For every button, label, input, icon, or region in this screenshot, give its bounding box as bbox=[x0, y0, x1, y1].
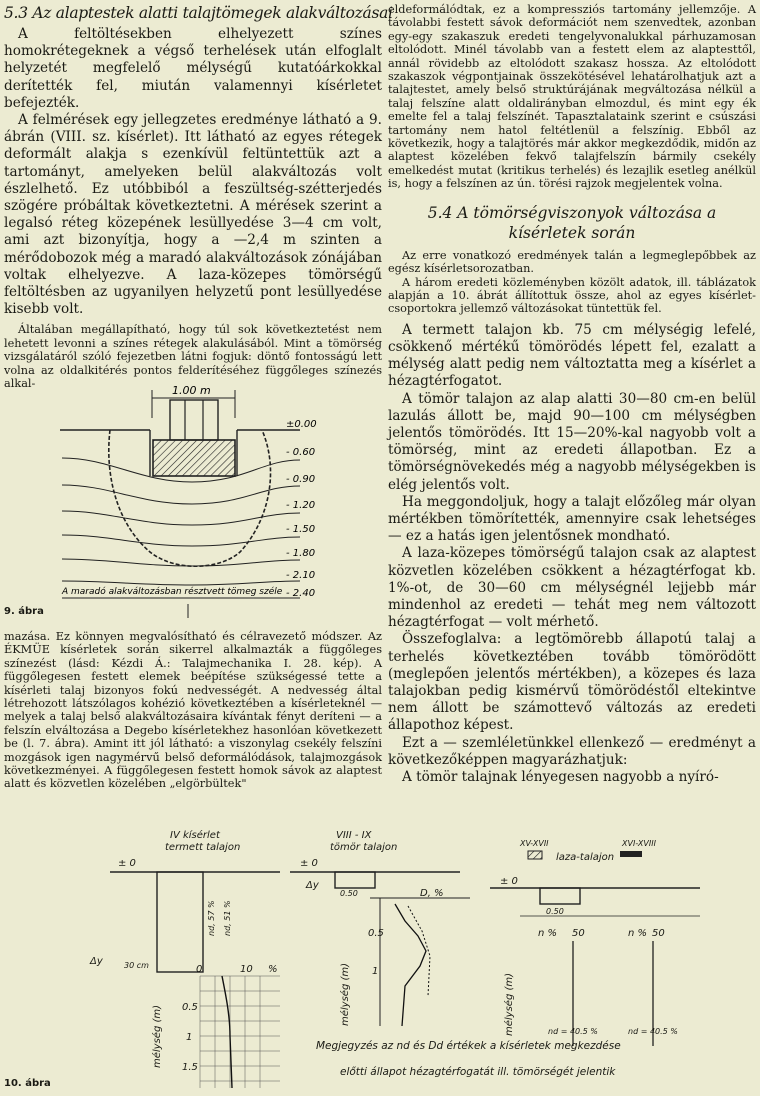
pct-label: % bbox=[268, 964, 278, 975]
paragraph: Az erre vonatkozó eredmények talán a legmeglepőbbek az egész kísérletsorozatban. bbox=[388, 248, 756, 276]
tick-label: 1.5 bbox=[182, 1062, 198, 1073]
dy-value: 0.50 bbox=[340, 889, 358, 898]
width-label: 1.00 m bbox=[172, 384, 211, 397]
level-label: - 1.20 bbox=[286, 500, 316, 511]
panel-title: termett talajon bbox=[165, 842, 241, 853]
paragraph: A tömör talajnak lényegesen nagyobb a nyíró- bbox=[402, 769, 719, 785]
deformed-layers bbox=[62, 458, 300, 598]
level-label: - 2.40 bbox=[286, 588, 316, 599]
dy-label: Δy bbox=[306, 880, 319, 891]
pct-label: 10 bbox=[240, 964, 253, 975]
tick-label: 1 bbox=[372, 966, 379, 977]
left-column-lower bbox=[4, 630, 382, 791]
legend-label: XV-XVII bbox=[520, 839, 549, 848]
val-label: 50 bbox=[652, 928, 665, 939]
grid bbox=[200, 976, 280, 1088]
paragraph: A három eredeti közleményben közölt adatok, ill. táblázatok alapján a 10. ábrát állítottuk össze, ahol az egyes kísérlet-csoportokra jellemző változásokat tüntettük fel. bbox=[388, 275, 756, 316]
level-label: - 0.90 bbox=[286, 474, 316, 485]
paragraph: Ha meggondoljuk, hogy a talajt előzőleg már olyan mértékben tömörítették, amennyire csak lehetséges — ez a hatás igen jelentősnek mondható. bbox=[388, 493, 756, 545]
figure-9 bbox=[0, 382, 382, 622]
paragraph: A termett talajon kb. 75 cm mélységig lefelé, csökkenő mértékű tömörödés lépett fel, ezalatt a mélység alatt pedig nem változtatta meg a kísérlet a hézagtérfogatot. bbox=[388, 321, 756, 390]
pct-label: 0 bbox=[196, 964, 203, 975]
level-label: - 1.50 bbox=[286, 524, 316, 535]
paragraph: Összefoglalva: a legtömörebb állapotú talaj a terhelés következtében tovább tömörödött (meglepően jelentős mértékben), a közepes és laza talajokban pedig kismérvű tömörödéstől eltekintve nem állott be számottevő változás az eredeti állapothoz képest. bbox=[388, 631, 756, 734]
panel-title: tömör talajon bbox=[330, 842, 398, 853]
zero-label: ± 0 bbox=[118, 858, 136, 869]
level-label: - 0.60 bbox=[286, 447, 316, 458]
curve bbox=[395, 904, 426, 1026]
paragraph: A tömör talajon az alap alatti 30—80 cm-en belül lazulás állott be, majd 90—100 cm mélységben jelentős tömörödés. Itt 15—20%-kal nagyobb volt a tömörség, mint az eredeti állapotban. Ez a tömörségnövekedés még a nagyobb mélységekben is elég jelentős volt. bbox=[388, 390, 756, 493]
depth-axis-label: mélység (m) bbox=[152, 1004, 163, 1068]
tick-label: 0.5 bbox=[182, 1002, 198, 1013]
tick-label: 1 bbox=[186, 1032, 193, 1043]
d-label: D, % bbox=[420, 888, 444, 899]
level-label: ±0.00 bbox=[286, 419, 317, 430]
panel-title: VIII - IX bbox=[336, 830, 372, 841]
n-label: n % bbox=[628, 928, 648, 939]
dy-value: 0.50 bbox=[546, 907, 564, 916]
panel-title: laza-talajon bbox=[556, 852, 615, 863]
dy-value: 30 cm bbox=[124, 961, 149, 970]
nd-value: nd = 40.5 % bbox=[548, 1027, 598, 1036]
section-heading-5-3: 5.3 Az alaptestek alatti talajtömegek alakváltozásai bbox=[4, 4, 393, 22]
nd-value: nd = 40.5 % bbox=[628, 1027, 678, 1036]
paragraph: eldeformálódtak, ez a kompressziós tartomány jellemzője. A távolabbi festett sávok deformációt nem szenvedtek, azonban egy-egy szakaszuk eredeti tengelyvonalukkal párhuzamosan eltolódott. Minél távolabb van a festett elem az alaptesttől, annál rövidebb az eltolódott szakasz hossza. Az eltolódott szakaszok végpontjainak összekötésével lehatárolhatjuk azt a talajtestet, amely belső struktúrájának megváltozása nélkül a talaj felszíne alatt oldalirányban elmozdul, és mint egy ék emelte fel a talaj felszínét. Tapasztalataink szerint e csúszási tartomány nem hatol feltétlenül a felszínig. Ebből az következik, hogy a talajtörés már akkor megkezdődik, midőn az alaptest közelében fekvő talajfelszín bármily csekély emelkedést mutat (kritikus terhelés) és lezajlik esetleg anélkül is, hogy a felszínen az ún. törési rajzok megjelentek volna. bbox=[388, 3, 756, 191]
tick-label: 0.5 bbox=[368, 928, 384, 939]
legend-label: XVI-XVIII bbox=[622, 839, 656, 848]
figure-9-caption: 9. ábra bbox=[4, 606, 44, 617]
level-label: - 2.10 bbox=[286, 570, 316, 581]
figure-10-caption: 10. ábra bbox=[4, 1078, 51, 1089]
right-column bbox=[388, 0, 756, 786]
n-label: n % bbox=[538, 928, 558, 939]
section-heading-5-4: 5.4 A tömörségviszonyok változása a kísérletek során bbox=[427, 203, 717, 242]
foundation-block bbox=[153, 440, 235, 476]
figure-10-note: Megjegyzés az nd és Dd értékek a kísérletek megkezdése bbox=[316, 1040, 621, 1052]
zero-label: ± 0 bbox=[500, 876, 518, 887]
loading-frame bbox=[170, 400, 218, 440]
paragraph: A felmérések egy jellegzetes eredménye látható a 9. ábrán (VIII. sz. kísérlet). Itt látható az egyes rétegek deformált alakja s ezenkívül feltüntettük azt a tartományt, amelyeken belül alakváltozás volt észlelhető. Ez utóbbiból a feszültség-szétterjedés szögére próbáltak következtetni. A mérések szerint a legalsó réteg közepének lesüllyedése 3—4 cm volt, ami azt bizonyítja, hogy a —2,4 m szinten a mérődobozok még a maradó alakváltozások zónájában voltak elhelyezve. A laza-közepes tömörségű feltöltésben az ugyanilyen helyzetű pont lesüllyedése kisebb volt. bbox=[4, 112, 382, 318]
zone-label: A maradó alakváltozásban résztvett tömeg széle bbox=[62, 587, 283, 597]
paragraph: A laza-közepes tömörségű talajon csak az alaptest közvetlen közelében csökkent a hézagtérfogat kb. 1%-ot, de 30—60 cm mélységnél lejjebb már mindenhol az eredeti — tehát meg nem változott hézagtérfogat — volt mérhető. bbox=[388, 545, 756, 631]
paragraph: A feltöltésekben elhelyezett színes homokrétegeknek a végső terhelések után elfoglalt helyzetét megfelelő mélységű kutatóárkokkal derítették fel, miután valamennyi kísérletet befejezték. bbox=[4, 26, 382, 111]
figure-10 bbox=[0, 826, 760, 1096]
dy-label: Δy bbox=[90, 956, 103, 967]
level-label: - 1.80 bbox=[286, 548, 316, 559]
zero-label: ± 0 bbox=[300, 858, 318, 869]
depth-axis-label: mélység (m) bbox=[504, 972, 515, 1036]
figure-10-note: előtti állapot hézagtérfogatát ill. tömörségét jelentik bbox=[340, 1066, 616, 1078]
nd-label: nd, 51 % bbox=[223, 900, 232, 936]
curve bbox=[222, 976, 232, 1088]
paragraph: Ezt a — szemléletünkkel ellenkező — eredményt a következőképpen magyarázhatjuk: bbox=[388, 734, 756, 768]
depth-axis-label: mélység (m) bbox=[340, 962, 351, 1026]
paragraph: mazása. Ez könnyen megvalósítható és célravezető módszer. Az ÉKMÜE kísérletek során sikerrel alkalmazták a függőleges színezést (lásd: Kézdi Á.: Talajmechanika I. 28. kép). A függőlegesen festett elemek beépítése szükségessé tette a kísérleti talaj bizonyos fokú nedvességét. A nedvesség által létrehozott látszólagos kohézió következtében a kísérleteknél — melyek a talaj belső alakváltozásaira kívántak fényt deríteni — a felszín elváltozása a Degebo kísérletekhez hasonlóan következett be (l. 7. ábra). Amint itt jól látható: a viszonylag csekély felszíni mozgások igen nagymérvű belső deformálódások, talajmozgások következményei. A függőlegesen festett homok sávok az alaptest alatt és közvetlen közelében „elgörbültek" bbox=[4, 630, 382, 791]
panel-title: IV kísérlet bbox=[170, 830, 220, 841]
val-label: 50 bbox=[572, 928, 585, 939]
nd-label: nd, 57 % bbox=[207, 900, 216, 936]
paragraph: Általában megállapítható, hogy túl sok következtetést nem lehetett levonni a színes rétegek alakulásából. Mint a tömörség vizsgálatáról szóló fejezetben látni fogjuk: döntő fontosságú lett volna az oldalkitérés pontos felderítéséhez függőleges színezés alkal- bbox=[4, 323, 382, 391]
test-pit bbox=[157, 872, 203, 972]
